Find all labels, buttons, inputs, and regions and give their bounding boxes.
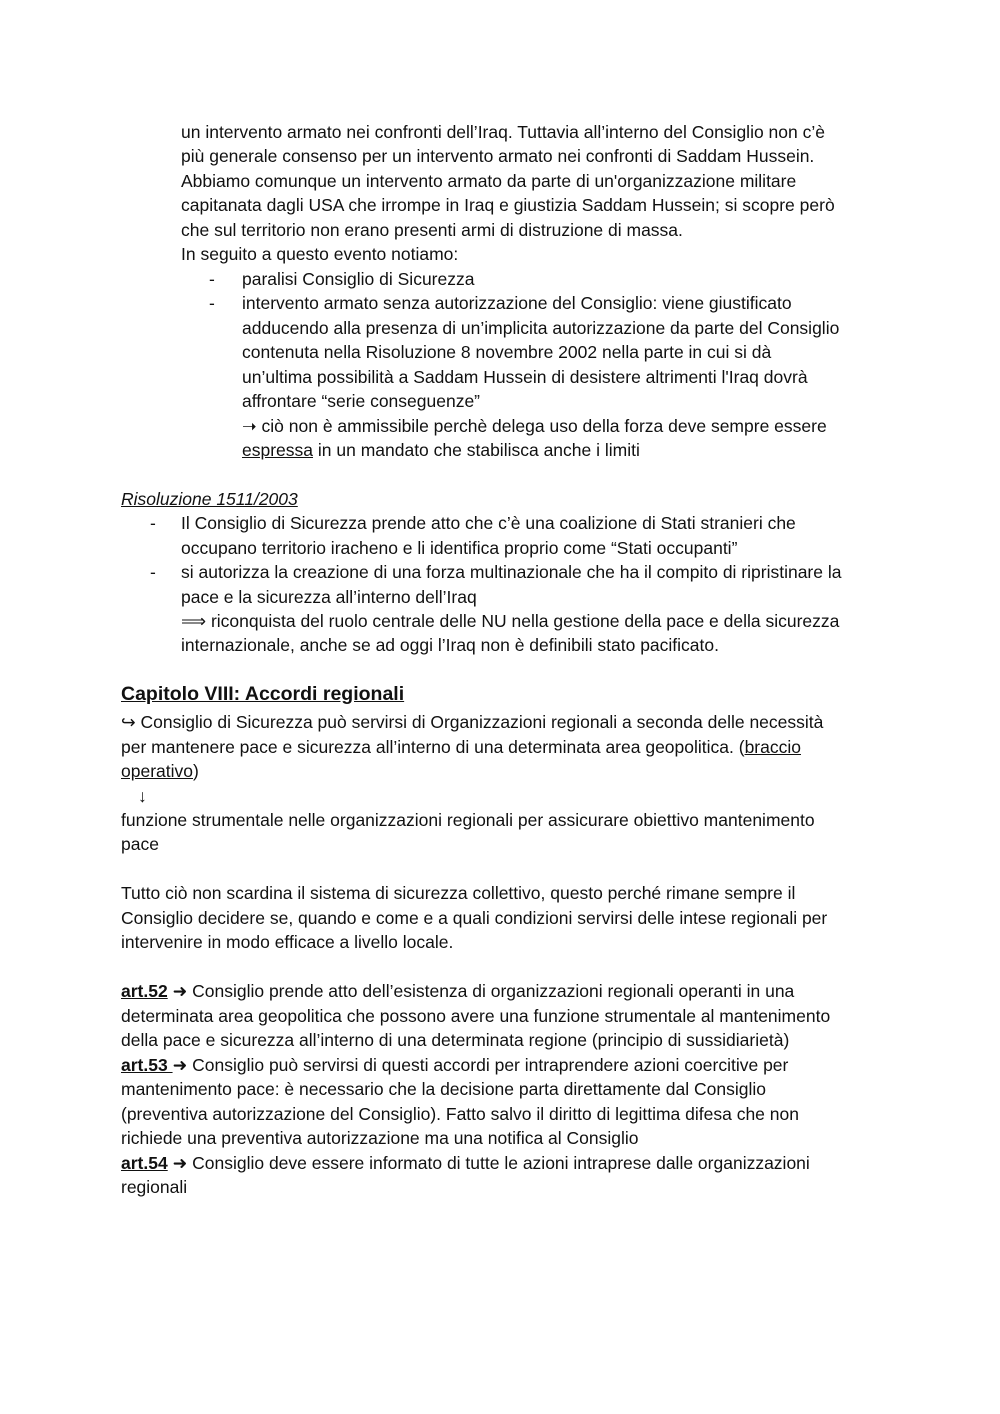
bullet-line: paralisi Consiglio di Sicurezza <box>242 269 475 289</box>
underlined-word: espressa <box>242 440 314 460</box>
article-line: (preventiva autorizzazione del Consiglio). Fatto salvo il diritto di legittima difesa che non <box>121 1104 799 1124</box>
down-arrow: ↓ <box>138 786 147 806</box>
bullet-line: un’ultima possibilità a Saddam Hussein di desistere altrimenti l'Iraq dovrà <box>242 367 808 387</box>
article-label: art.52 <box>121 981 168 1001</box>
bullet-marker: - <box>150 513 156 533</box>
intro-line: un intervento armato nei confronti dell’Iraq. Tuttavia all’interno del Consiglio non c’è <box>181 122 825 142</box>
close-paren: ) <box>193 761 199 781</box>
bullet-line: intervento armato senza autorizzazione del Consiglio: viene giustificato <box>242 293 792 313</box>
intro-line: più generale consenso per un intervento armato nei confronti di Saddam Hussein. <box>181 146 815 166</box>
bullet-line: si autorizza la creazione di una forza multinazionale che ha il compito di ripristinare la <box>181 562 842 582</box>
resolution-title: Risoluzione 1511/2003 <box>121 489 298 509</box>
bullet-line: ⟹ riconquista del ruolo centrale delle NU nella gestione della pace e della sicurezza <box>181 611 840 631</box>
article-line: della pace e sicurezza all’interno di una determinata regione (principio di sussidiarietà) <box>121 1030 790 1050</box>
arrow-icon: ➜ <box>172 1055 188 1075</box>
braccio-text: braccio <box>744 737 801 757</box>
paragraph-text: per mantenere pace e sicurezza all’interno di una determinata area geopolitica. ( <box>121 737 745 757</box>
article-line: mantenimento pace: è necessario che la decisione parta direttamente dal Consiglio <box>121 1079 766 1099</box>
paragraph-line: intervenire in modo efficace a livello locale. <box>121 932 454 952</box>
arrow-icon: ➜ <box>167 1153 188 1173</box>
consequence-line-2 <box>242 438 640 462</box>
article-53 <box>121 1053 788 1077</box>
paragraph-line: funzione strumentale nelle organizzazioni regionali per assicurare obiettivo mantenimento <box>121 810 815 830</box>
article-54 <box>121 1151 810 1175</box>
intro-line: capitanata dagli USA che irrompe in Iraq e giustizia Saddam Hussein; si scopre però <box>181 195 835 215</box>
paragraph-line <box>121 759 199 783</box>
article-52 <box>121 979 794 1003</box>
chapter-heading: Capitolo VIII: Accordi regionali <box>121 683 405 705</box>
paragraph-line: ↪ Consiglio di Sicurezza può servirsi di Organizzazioni regionali a seconda delle necessità <box>121 712 824 732</box>
article-label: art.53 <box>121 1055 173 1075</box>
paragraph-line: Consiglio decidere se, quando e come e a quali condizioni servirsi delle intese regionali per <box>121 908 828 928</box>
bullet-line: affrontare “serie conseguenze” <box>242 391 481 411</box>
bullet-line: adducendo alla presenza di un’implicita autorizzazione da parte del Consiglio <box>242 318 840 338</box>
article-label: art.54 <box>121 1153 168 1173</box>
bullet-line: Il Consiglio di Sicurezza prende atto che c’è una coalizione di Stati stranieri che <box>181 513 796 533</box>
arrow-icon: ➜ <box>167 981 188 1001</box>
article-text: Consiglio può servirsi di questi accordi per intraprendere azioni coercitive per <box>187 1055 789 1075</box>
intro-line: In seguito a questo evento notiamo: <box>181 244 459 264</box>
consequence-line: ➝ ciò non è ammissibile perchè delega uso della forza deve sempre essere <box>242 416 827 436</box>
paragraph-line <box>121 735 801 759</box>
article-line: richiede una preventiva autorizzazione ma una notifica al Consiglio <box>121 1128 639 1148</box>
paragraph-line: pace <box>121 834 159 854</box>
intro-line: Abbiamo comunque un intervento armato da parte di un'organizzazione militare <box>181 171 797 191</box>
bullet-line: pace e la sicurezza all’interno dell’Iraq <box>181 587 477 607</box>
bullet-marker: - <box>209 269 215 289</box>
bullet-line: internazionale, anche se ad oggi l’Iraq non è definibili stato pacificato. <box>181 635 719 655</box>
article-text: Consiglio deve essere informato di tutte le azioni intraprese dalle organizzazioni <box>187 1153 810 1173</box>
article-line: regionali <box>121 1177 188 1197</box>
article-text: Consiglio prende atto dell’esistenza di organizzazioni regionali operanti in una <box>187 981 795 1001</box>
paragraph-line: Tutto ciò non scardina il sistema di sicurezza collettivo, questo perché rimane sempre il <box>121 883 796 903</box>
bullet-line: contenuta nella Risoluzione 8 novembre 2002 nella parte in cui si dà <box>242 342 772 362</box>
article-line: determinata area geopolitica che possono avere una funzione strumentale al mantenimento <box>121 1006 831 1026</box>
bullet-line: occupano territorio iracheno e li identifica proprio come “Stati occupanti” <box>181 538 738 558</box>
bullet-marker: - <box>150 562 156 582</box>
operativo-text: operativo <box>121 761 193 781</box>
intro-line: che sul territorio non erano presenti armi di distruzione di massa. <box>181 220 683 240</box>
consequence-rest: in un mandato che stabilisca anche i limiti <box>313 440 640 460</box>
bullet-marker: - <box>209 293 215 313</box>
